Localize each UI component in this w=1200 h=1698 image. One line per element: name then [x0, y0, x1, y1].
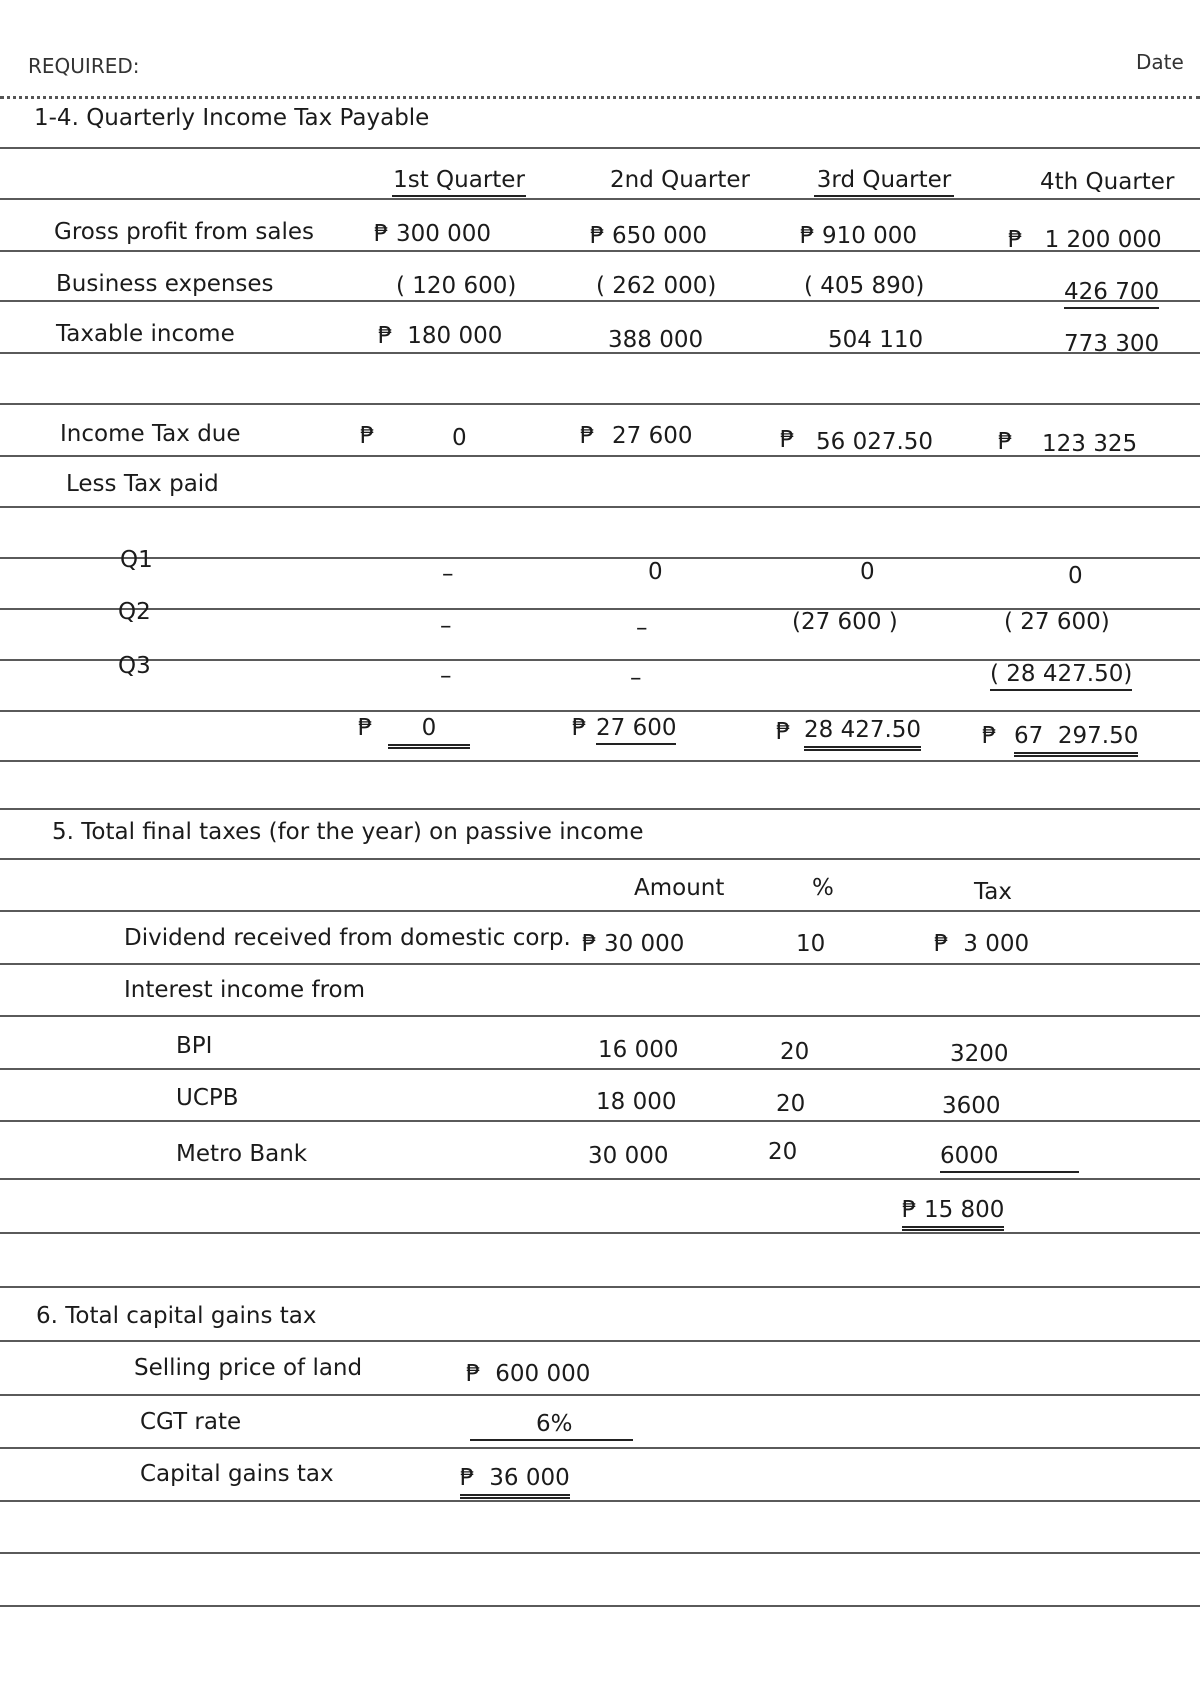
- dividend-label: Dividend received from domestic corp.: [124, 925, 571, 951]
- cell-q3-q2: –: [630, 665, 642, 691]
- ruled-line: [0, 1605, 1200, 1607]
- row-label-expenses: Business expenses: [56, 271, 274, 297]
- ruled-line: [0, 1552, 1200, 1554]
- dividend-rate: 10: [796, 931, 826, 957]
- ruled-line: [0, 1068, 1200, 1070]
- selling-price-label: Selling price of land: [134, 1355, 363, 1381]
- peso-total-q4: ₱: [982, 723, 997, 749]
- passive-income-total: ₱ 15 800: [902, 1196, 1004, 1231]
- col-header-percent: %: [812, 875, 834, 901]
- col-header-tax: Tax: [974, 879, 1012, 905]
- cgt-rate-label: CGT rate: [140, 1409, 242, 1435]
- bank-tax: 6000: [940, 1142, 1079, 1173]
- ruled-line: [0, 506, 1200, 508]
- section5-title: 5. Total final taxes (for the year) on passive income: [52, 819, 644, 845]
- bank-amount: 30 000: [588, 1143, 669, 1169]
- ruled-line: [0, 352, 1200, 354]
- cell-q1-q2: 0: [648, 559, 663, 585]
- row-label-tax-due: Income Tax due: [60, 421, 241, 447]
- ruled-line: [0, 1500, 1200, 1502]
- ruled-line: [0, 1232, 1200, 1234]
- cell-q1-q1: –: [442, 561, 454, 587]
- ruled-line: [0, 557, 1200, 559]
- col-header-q4: 4th Quarter: [1040, 169, 1175, 195]
- row-label-taxable: Taxable income: [56, 321, 235, 347]
- cell-q1-q3: 0: [860, 559, 875, 585]
- cgt-rate-value: 6%: [470, 1410, 633, 1441]
- cell-total-q1: 0: [388, 714, 470, 749]
- col-header-amount: Amount: [634, 875, 725, 901]
- capital-gains-tax-value: ₱ 36 000: [460, 1464, 570, 1499]
- ruled-line: [0, 963, 1200, 965]
- cell-due-q4: 123 325: [1042, 431, 1138, 457]
- dividend-amount: ₱ 30 000: [582, 931, 685, 957]
- cell-expenses-q3: ( 405 890): [804, 273, 925, 299]
- cell-expenses-q2: ( 262 000): [596, 273, 717, 299]
- ruled-line: [0, 1178, 1200, 1180]
- ruled-line: [0, 808, 1200, 810]
- bank-amount: 18 000: [596, 1089, 677, 1115]
- date-label: Date: [1136, 50, 1184, 74]
- cell-q2-q4: ( 27 600): [1004, 609, 1110, 635]
- bank-amount: 16 000: [598, 1037, 679, 1063]
- ruled-line: [0, 1015, 1200, 1017]
- ruled-line: [0, 300, 1200, 302]
- peso-due-q1: ₱: [360, 423, 375, 449]
- cell-gross-q2: ₱ 650 000: [590, 223, 708, 249]
- bank-rate: 20: [780, 1039, 810, 1065]
- cell-total-q4: 67 297.50: [1014, 722, 1138, 757]
- cell-due-q3: 56 027.50: [816, 429, 934, 455]
- section6-title: 6. Total capital gains tax: [36, 1303, 317, 1329]
- cell-taxable-q2: 388 000: [608, 327, 704, 353]
- bank-tax: 3600: [942, 1093, 1001, 1119]
- cell-due-q2: 27 600: [612, 423, 693, 449]
- cell-taxable-q3: 504 110: [828, 327, 924, 353]
- ruled-line: [0, 198, 1200, 200]
- ruled-line: [0, 455, 1200, 457]
- cell-gross-q4: ₱ 1 200 000: [1008, 227, 1162, 253]
- ruled-line: [0, 858, 1200, 860]
- col-header-q3: 3rd Quarter: [814, 166, 954, 197]
- row-label-q3: Q3: [118, 653, 151, 679]
- cell-q2-q2: –: [636, 615, 648, 641]
- ruled-line: [0, 403, 1200, 405]
- row-label-gross: Gross profit from sales: [54, 219, 314, 245]
- cell-total-q2: 27 600: [596, 714, 676, 745]
- peso-total-q3: ₱: [776, 719, 791, 745]
- row-label-q1: Q1: [120, 547, 153, 573]
- cell-taxable-q4: 773 300: [1064, 331, 1160, 357]
- ruled-line: [0, 1447, 1200, 1449]
- cell-q2-q1: –: [440, 613, 452, 639]
- bank-label: Metro Bank: [176, 1141, 308, 1167]
- dividend-tax: ₱ 3 000: [934, 931, 1030, 957]
- bank-label: UCPB: [176, 1085, 239, 1111]
- cell-taxable-q1: ₱ 180 000: [378, 323, 503, 349]
- ruled-line: [0, 1120, 1200, 1122]
- cell-expenses-q1: ( 120 600): [396, 273, 517, 299]
- ruled-line: [0, 1340, 1200, 1342]
- cell-q1-q4: 0: [1068, 563, 1083, 589]
- ruled-line: [0, 1286, 1200, 1288]
- ruled-line: [0, 910, 1200, 912]
- capital-gains-tax-label: Capital gains tax: [140, 1461, 334, 1487]
- required-label: REQUIRED:: [28, 54, 140, 78]
- cell-gross-q1: ₱ 300 000: [374, 221, 492, 247]
- cell-expenses-q4: 426 700: [1064, 278, 1159, 309]
- bank-rate: 20: [768, 1139, 798, 1165]
- cell-q3-q4: ( 28 427.50): [990, 660, 1132, 691]
- cell-total-q3: 28 427.50: [804, 716, 921, 751]
- row-label-q2: Q2: [118, 599, 151, 625]
- selling-price-value: ₱ 600 000: [466, 1361, 591, 1387]
- cell-gross-q3: ₱ 910 000: [800, 223, 918, 249]
- bank-tax: 3200: [950, 1041, 1009, 1067]
- col-header-q2: 2nd Quarter: [610, 167, 750, 193]
- peso-due-q4: ₱: [998, 429, 1013, 455]
- dotted-divider: [0, 96, 1200, 99]
- cell-q3-q1: –: [440, 663, 452, 689]
- peso-total-q1: ₱: [358, 715, 373, 741]
- interest-label: Interest income from: [124, 977, 366, 1003]
- ruled-line: [0, 147, 1200, 149]
- peso-due-q3: ₱: [780, 427, 795, 453]
- peso-due-q2: ₱: [580, 423, 595, 449]
- bank-label: BPI: [176, 1033, 213, 1059]
- less-tax-paid-label: Less Tax paid: [66, 471, 219, 497]
- cell-due-q1: 0: [452, 425, 467, 451]
- section1-title: 1-4. Quarterly Income Tax Payable: [34, 105, 430, 131]
- col-header-q1: 1st Quarter: [392, 166, 526, 197]
- peso-total-q2: ₱: [572, 715, 587, 741]
- ruled-line: [0, 1394, 1200, 1396]
- cell-q2-q3: (27 600 ): [792, 609, 898, 635]
- bank-rate: 20: [776, 1091, 806, 1117]
- ruled-line: [0, 710, 1200, 712]
- ruled-line: [0, 760, 1200, 762]
